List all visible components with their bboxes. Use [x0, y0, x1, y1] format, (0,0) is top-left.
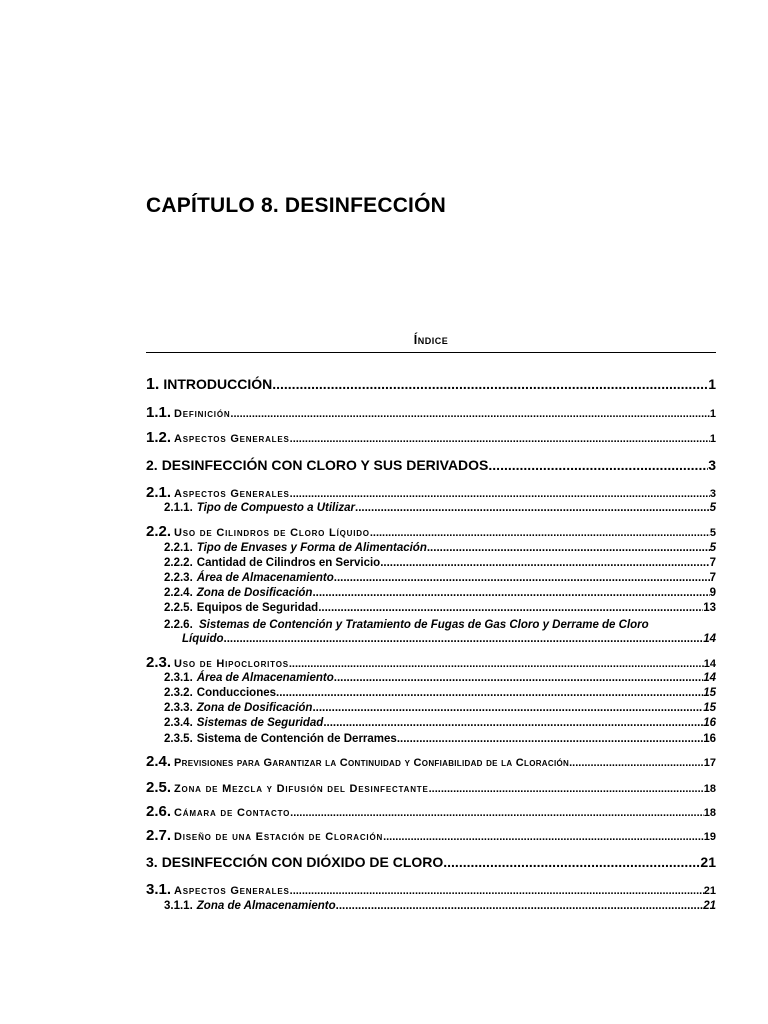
- toc-entry-2-6[interactable]: [146, 803, 716, 820]
- toc-entry-1[interactable]: [146, 376, 716, 394]
- toc-leader: [312, 702, 703, 714]
- toc-leader: [318, 602, 703, 614]
- toc-page: 13: [703, 602, 716, 614]
- toc-number: 2.2.3.: [164, 572, 193, 584]
- toc-leader: [429, 783, 704, 795]
- toc-title: Zona de Dosificación: [196, 702, 313, 714]
- toc-page: 5: [709, 527, 716, 539]
- toc-number: 2.: [146, 457, 158, 473]
- toc-line-1: [164, 618, 649, 632]
- toc-title: Uso de Cilindros de Cloro Líquido: [174, 527, 370, 539]
- toc-number: 2.4.: [146, 753, 172, 770]
- toc-leader: [488, 457, 708, 473]
- toc-page: 7: [709, 557, 716, 569]
- toc-number: 2.2.1.: [164, 542, 193, 554]
- toc-leader: [380, 557, 709, 569]
- toc-entry-2-2-5[interactable]: [146, 602, 716, 614]
- toc-title: Previsiones para Garantizar la Continuidad y Confiabilidad de la Cloración: [174, 757, 570, 769]
- index-rule: [146, 352, 716, 353]
- toc-page: 14: [703, 633, 716, 645]
- toc-title: Aspectos Generales: [174, 433, 290, 445]
- toc-entry-2-4[interactable]: [146, 753, 716, 770]
- toc-page: 15: [703, 702, 716, 714]
- toc-entry-2-3[interactable]: [146, 654, 716, 671]
- toc-title: DESINFECCIÓN CON DIÓXIDO DE CLORO: [161, 854, 444, 870]
- toc-number: 2.5.: [146, 779, 172, 796]
- toc-title: Área de Almacenamiento: [196, 672, 334, 684]
- toc-page: 21: [703, 900, 716, 912]
- toc-title: Área de Almacenamiento: [196, 572, 334, 584]
- toc-title: Zona de Dosificación: [196, 587, 313, 599]
- toc-leader: [336, 900, 704, 912]
- toc-number: 3.1.: [146, 881, 172, 898]
- toc-leader: [290, 433, 710, 445]
- toc-number: 1.: [146, 376, 160, 393]
- toc-entry-2-3-5[interactable]: [146, 733, 716, 745]
- toc-entry-3-1[interactable]: [146, 881, 716, 898]
- toc-title: Tipo de Compuesto a Utilizar: [196, 502, 356, 514]
- toc-entry-2-2[interactable]: [146, 523, 716, 540]
- toc-number: 2.2.2.: [164, 557, 193, 569]
- toc-number: 2.2.6.: [164, 619, 193, 631]
- toc-number: 2.7.: [146, 827, 172, 844]
- toc-page: 19: [703, 831, 716, 843]
- toc-number: 2.1.1.: [164, 502, 193, 514]
- toc-entry-2-1-1[interactable]: [146, 502, 716, 514]
- toc-title-continued: Líquido: [182, 633, 224, 645]
- toc-entry-2[interactable]: [146, 457, 716, 473]
- toc-page: 7: [709, 572, 716, 584]
- toc-number: 2.3.: [146, 654, 172, 671]
- toc-title: Zona de Almacenamiento: [196, 900, 336, 912]
- toc-number: 3.: [146, 854, 158, 870]
- toc-leader: [290, 488, 710, 500]
- toc-entry-2-5[interactable]: [146, 779, 716, 796]
- toc-entry-1-2[interactable]: [146, 429, 716, 446]
- toc-leader: [355, 502, 710, 514]
- toc-number: 2.6.: [146, 803, 172, 820]
- toc-page: 16: [703, 733, 716, 745]
- toc-title: Cantidad de Cilindros en Servicio: [196, 557, 381, 569]
- toc-title: Uso de Hipocloritos: [174, 658, 289, 670]
- toc-number: 2.1.: [146, 484, 172, 501]
- toc-page: 3: [709, 488, 716, 500]
- toc-page: 5: [709, 542, 716, 554]
- toc-number: 2.3.3.: [164, 702, 193, 714]
- toc-page: 1: [709, 408, 716, 420]
- toc-entry-3[interactable]: [146, 854, 716, 870]
- toc-number: 2.3.4.: [164, 717, 193, 729]
- toc-page: 1: [708, 376, 716, 392]
- toc-leader: [397, 733, 703, 745]
- toc-title: Equipos de Seguridad: [196, 602, 319, 614]
- toc-entry-2-2-2[interactable]: [146, 557, 716, 569]
- toc-title: Aspectos Generales: [174, 885, 290, 897]
- toc-title: DESINFECCIÓN CON CLORO Y SUS DERIVADOS: [161, 457, 489, 473]
- toc-page: 18: [703, 807, 716, 819]
- toc-page: 9: [709, 587, 716, 599]
- toc-leader: [383, 831, 704, 843]
- toc-entry-2-3-3[interactable]: [146, 702, 716, 714]
- toc-title: Sistemas de Seguridad: [196, 717, 324, 729]
- toc-title: Zona de Mezcla y Difusión del Desinfectante: [174, 783, 429, 795]
- index-heading: Índice: [413, 333, 449, 347]
- toc-title: Sistemas de Contención y Tratamiento de Fugas de Gas Cloro y Derrame de Cloro: [198, 619, 649, 631]
- toc-number: 2.2.4.: [164, 587, 193, 599]
- toc-page: 18: [703, 783, 716, 795]
- toc-leader: [230, 408, 709, 420]
- toc-leader: [370, 527, 710, 539]
- toc-leader: [312, 587, 709, 599]
- toc-leader: [334, 672, 703, 684]
- toc-number: 2.2.5.: [164, 602, 193, 614]
- toc-number: 2.2.: [146, 523, 172, 540]
- toc-leader: [334, 572, 710, 584]
- toc-entry-2-1[interactable]: [146, 484, 716, 501]
- toc-number: 1.1.: [146, 404, 172, 421]
- toc-leader: [289, 658, 704, 670]
- toc-entry-2-3-1[interactable]: [146, 672, 716, 684]
- toc-entry-1-1[interactable]: [146, 404, 716, 421]
- toc-number: 2.3.1.: [164, 672, 193, 684]
- toc-entry-2-3-4[interactable]: [146, 717, 716, 729]
- toc-page: 5: [709, 502, 716, 514]
- toc-number: 2.3.2.: [164, 687, 193, 699]
- toc-number: 1.2.: [146, 429, 172, 446]
- toc-leader: [224, 632, 704, 646]
- toc-entry-2-2-3[interactable]: [146, 572, 716, 584]
- toc-page: 16: [703, 717, 716, 729]
- toc-title: Tipo de Envases y Forma de Alimentación: [196, 542, 427, 554]
- toc-leader: [272, 376, 708, 392]
- toc-page: 17: [703, 757, 716, 769]
- toc-page: 14: [703, 658, 716, 670]
- toc-page: 1: [709, 433, 716, 445]
- toc-entry-2-2-1[interactable]: [146, 542, 716, 554]
- toc-page: 15: [703, 687, 716, 699]
- toc-leader: [427, 542, 710, 554]
- toc-title: Cámara de Contacto: [174, 807, 291, 819]
- chapter-title: CAPÍTULO 8. DESINFECCIÓN: [146, 194, 446, 217]
- toc-leader: [443, 854, 700, 870]
- toc-leader: [290, 807, 704, 819]
- toc-page: 21: [700, 854, 716, 870]
- toc-entry-2-7[interactable]: [146, 827, 716, 844]
- toc-entry-2-2-6[interactable]: [164, 618, 716, 646]
- toc-leader: [276, 687, 703, 699]
- toc-leader: [323, 717, 703, 729]
- toc-number: 3.1.1.: [164, 900, 193, 912]
- toc-title: Sistema de Contención de Derrames: [196, 733, 397, 745]
- toc-entry-2-2-4[interactable]: [146, 587, 716, 599]
- toc-leader: [290, 885, 704, 897]
- toc-number: 2.3.5.: [164, 733, 193, 745]
- toc-page: 3: [708, 457, 716, 473]
- toc-entry-3-1-1[interactable]: [146, 900, 716, 912]
- toc-leader: [569, 757, 704, 769]
- toc-title: Conducciones: [196, 687, 277, 699]
- toc-page: 21: [703, 885, 716, 897]
- toc-title: Definición: [174, 408, 231, 420]
- toc-title: INTRODUCCIÓN: [163, 376, 273, 392]
- toc-page: 14: [703, 672, 716, 684]
- toc-title: Diseño de una Estación de Cloración: [174, 831, 384, 843]
- toc-title: Aspectos Generales: [174, 488, 290, 500]
- toc-entry-2-3-2[interactable]: [146, 687, 716, 699]
